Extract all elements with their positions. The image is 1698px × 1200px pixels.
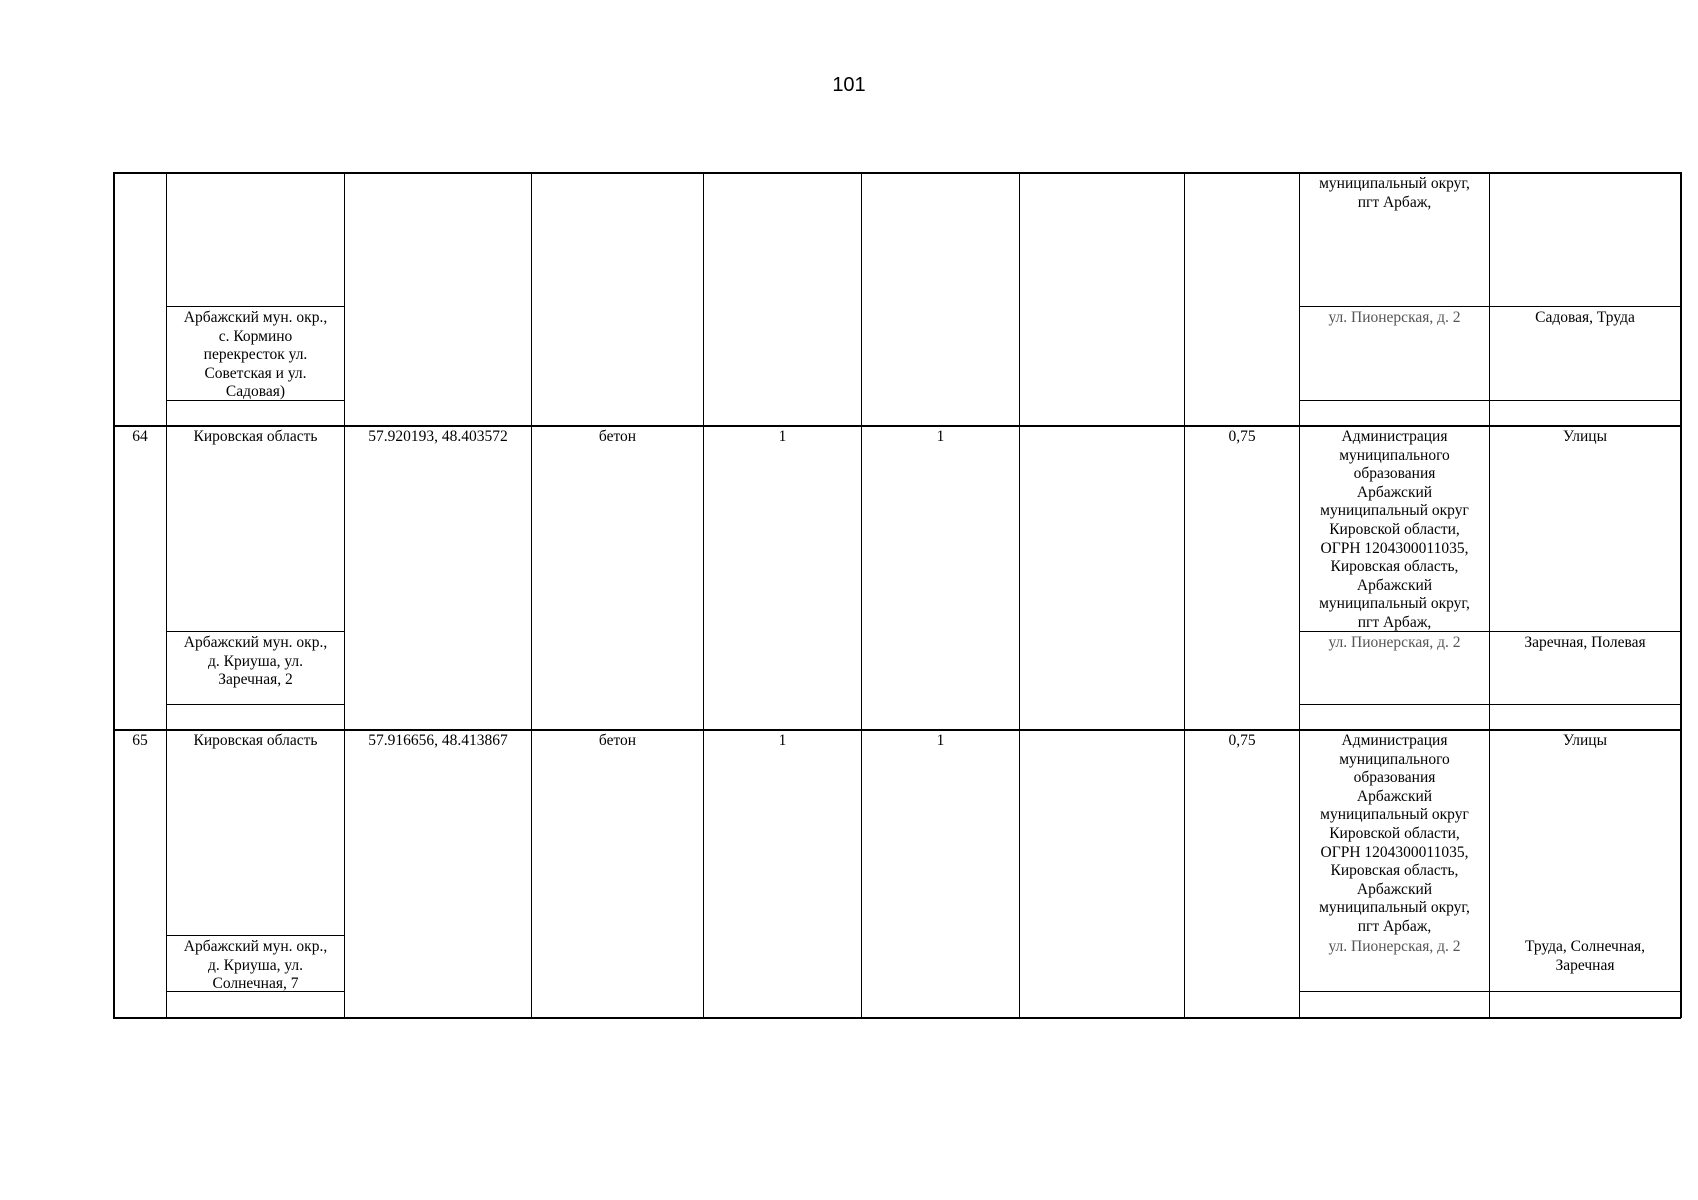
column-border — [1184, 172, 1185, 1018]
volume-cell: 0,75 — [1228, 732, 1256, 749]
owner-address-cell: ул. Пионерская, д. 2 — [1328, 309, 1461, 326]
count-cell: 1 — [936, 732, 945, 749]
column-border — [861, 172, 862, 1018]
column-border — [1019, 172, 1020, 1018]
page-number: 101 — [832, 74, 866, 96]
location-cell: Арбажский мун. окр., д. Криуша, ул. Солнечная, 7 — [183, 938, 328, 993]
count-cell: 1 — [778, 732, 787, 749]
sub-divider — [1299, 704, 1681, 705]
column-border — [166, 172, 167, 1018]
region-cell: Кировская область — [193, 732, 318, 749]
owner-cell: Администрация муниципального образования Арбажский муниципальный округ Кировской области, ОГРН 1204300011035, Кировская область, Арбажский муниципальный округ, пгт Арбаж, — [1319, 732, 1470, 935]
owner-address-cell: ул. Пионерская, д. 2 — [1328, 938, 1461, 955]
sub-divider — [166, 704, 344, 705]
location-cell: Арбажский мун. окр., д. Криуша, ул. Заречная, 2 — [183, 634, 328, 689]
coordinates-cell: 57.920193, 48.403572 — [368, 428, 508, 445]
empty-cell — [1020, 730, 1184, 732]
column-border — [1489, 172, 1490, 1018]
region-cell: Кировская область — [193, 428, 318, 445]
column-border — [531, 172, 532, 1018]
owner-cell: муниципальный округ, пгт Арбаж, — [1319, 175, 1470, 211]
count-cell: 1 — [778, 428, 787, 445]
coordinates-cell: 57.916656, 48.413867 — [368, 732, 508, 749]
count-cell: 1 — [936, 428, 945, 445]
owner-address-cell: ул. Пионерская, д. 2 — [1328, 634, 1461, 651]
served-streets-cell: Труда, Солнечная, Заречная — [1524, 938, 1646, 974]
served-label-cell: Улицы — [1563, 732, 1607, 749]
surface-cell: бетон — [598, 732, 637, 749]
sub-divider — [1299, 991, 1681, 992]
owner-cell: Администрация муниципального образования Арбажский муниципальный округ Кировской области, ОГРН 1204300011035, Кировская область, Арбажский муниципальный округ, пгт Арбаж, — [1319, 428, 1470, 631]
sub-divider — [1299, 400, 1681, 401]
served-streets-cell: Садовая, Труда — [1535, 309, 1635, 326]
surface-cell: бетон — [598, 428, 637, 445]
row-number-cell: 64 — [132, 428, 148, 445]
column-border — [703, 172, 704, 1018]
row-number-cell: 65 — [132, 732, 148, 749]
location-cell: Арбажский мун. окр., с. Кормино перекресток ул. Советская и ул. Садовая) — [183, 309, 328, 401]
column-border — [1680, 172, 1682, 1018]
volume-cell: 0,75 — [1228, 428, 1256, 445]
empty-cell — [1020, 426, 1184, 428]
column-border — [344, 172, 345, 1018]
column-border — [113, 172, 115, 1018]
served-label-cell: Улицы — [1563, 428, 1607, 445]
served-streets-cell: Заречная, Полевая — [1524, 634, 1646, 651]
table-bottom-border — [113, 1017, 1681, 1019]
